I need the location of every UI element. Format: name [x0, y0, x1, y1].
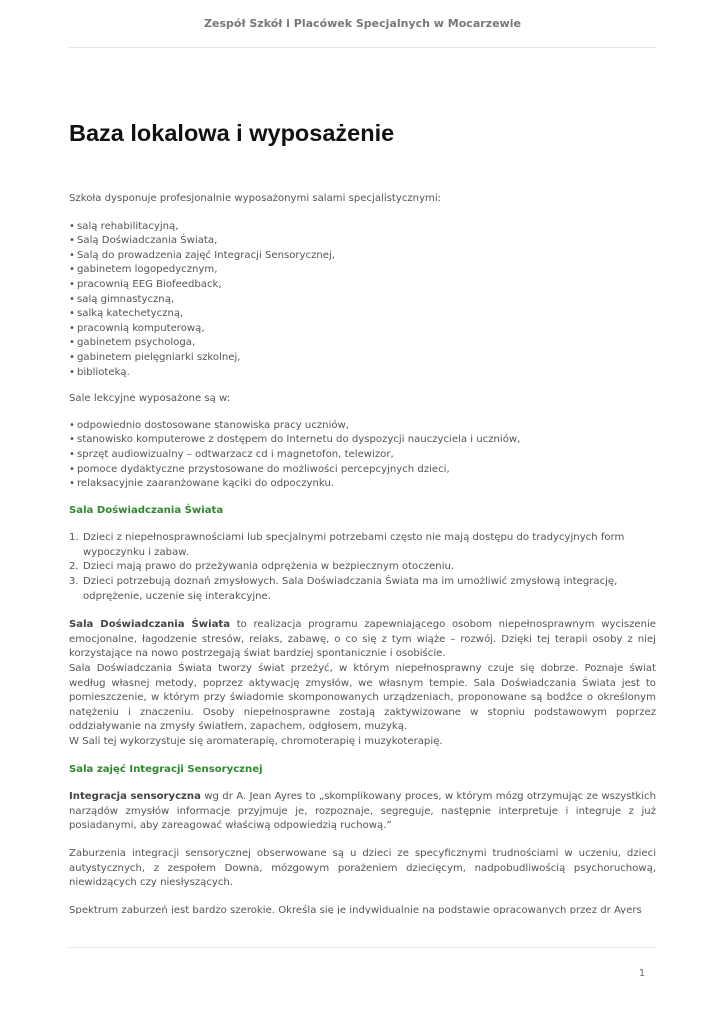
item-number: 1. — [69, 532, 79, 544]
list-item: • relaksacyjnie zaaranżowane kąciki do odpoczynku. — [69, 477, 656, 492]
list-item — [69, 560, 656, 575]
list-item: • salą gimnastyczną, — [69, 293, 656, 308]
sds-paragraph-2: Sala Doświadczania Świata tworzy świat przeżyć, w którym niepełnosprawny czuje się dobrze. Poznaje świat według własnej metody, poprzez aktywację zmysłów, we własnym tempie. Sala Doświadczania Świata jest to pomieszczenie, w którym przy świadomie skomponowanych urządzeniach, proponowane są bodźce o określonym natężeniu i znaczeniu. Osoby niepełnosprawne zostają zaktywizowane w stopniu podstawowym poprzez oddziaływanie na zmysły światłem, zapachem, odgłosem, muzyką. — [69, 663, 656, 733]
sds-points-list — [69, 531, 656, 604]
list-item — [69, 575, 656, 604]
list-item: • salką katechetyczną, — [69, 307, 656, 322]
si-description — [69, 790, 656, 914]
item-text: Dzieci mają prawo do przeżywania odprężenia w bezpiecznym otoczeniu. — [83, 561, 455, 573]
item-number: 2. — [69, 561, 79, 573]
si-paragraph-2: Zaburzenia integracji sensorycznej obserwowane są u dzieci ze specyficznymi trudnościami w uczeniu, dzieci autystycznych, z zespołem Downa, mózgowym porażeniem dziecięcym, nadpobudliwością psychoruchową, niewidzących czy niesłyszących. — [69, 847, 656, 889]
si-paragraph — [69, 790, 656, 834]
si-bold-term: Integracja sensoryczna — [69, 791, 201, 803]
page-title: Baza lokalowa i wyposażenie — [69, 120, 395, 146]
list-item: • biblioteką. — [69, 366, 656, 381]
list-item: • Salą do prowadzenia zajęć Integracji Sensorycznej, — [69, 249, 656, 264]
item-number: 3. — [69, 576, 79, 588]
sds-paragraph — [69, 618, 656, 662]
sds-heading: Sala Doświadczania Świata — [69, 504, 224, 516]
list-item: • gabinetem psychologa, — [69, 336, 656, 351]
site-header — [69, 0, 656, 48]
list-item: • pracownią EEG Biofeedback, — [69, 278, 656, 293]
list-item: • stanowisko komputerowe z dostępem do Internetu do dyspozycji nauczyciela i uczniów, — [69, 433, 656, 448]
si-heading: Sala zajęć Integracji Sensorycznej — [69, 763, 263, 775]
site-title: Zespół Szkół i Placówek Specjalnych w Mocarzewie — [204, 17, 521, 30]
list-item — [69, 531, 656, 560]
sds-paragraph-text: to realizacja programu zapewniającego osobom niepełnosprawnym wyciszenie emocjonalne, łagodzenie stresów, relaks, zabawę, o co się z tym wiąże – rozwój. Dzięki tej terapii osoby z niej korzystające na nowo postrzegają świat bardziej spontanicznie i osobiście. — [69, 619, 656, 660]
list-item: • pomoce dydaktyczne przystosowane do możliwości percepcyjnych dzieci, — [69, 463, 656, 478]
si-paragraph-3: Spektrum zaburzeń jest bardzo szerokie. Określa się je indywidualnie na podstawie opracowanych przez dr Ayers — [69, 904, 642, 914]
item-text: Dzieci z niepełnosprawnościami lub specjalnymi potrzebami często nie mają dostępu do tradycyjnych form wypoczynku i zabaw. — [83, 532, 625, 558]
article-content — [69, 192, 656, 914]
item-text: Dzieci potrzebują doznań zmysłowych. Sala Doświadczania Świata ma im umożliwić zmysłową integrację, odprężenie, uczenie się interakcyjne. — [83, 576, 618, 602]
list-item: • salą rehabilitacyjną, — [69, 220, 656, 235]
sds-bold-term: Sala Doświadczania Świata — [69, 619, 231, 631]
list-item: • gabinetem pielęgniarki szkolnej, — [69, 351, 656, 366]
sds-paragraph-3: W Sali tej wykorzystuje się aromaterapię, chromoterapię i muzykoterapię. — [69, 736, 443, 747]
list-item: • sprzęt audiowizualny – odtwarzacz cd i magnetofon, telewizor, — [69, 448, 656, 463]
rooms-list — [69, 220, 656, 381]
list-item: • Salą Doświadczania Świata, — [69, 234, 656, 249]
list-item: • gabinetem logopedycznym, — [69, 263, 656, 278]
list-item: • odpowiednio dostosowane stanowiska pracy uczniów, — [69, 419, 656, 434]
si-paragraph-text: wg dr A. Jean Ayres to „skomplikowany proces, w którym mózg otrzymując ze wszystkich narządów zmysłów informacje przyjmuje je, rozpoznaje, segreguje, następnie interpretuje i integruje z już posiadanymi, aby zareagować właściwą odpowiedzią ruchową.” — [69, 791, 656, 832]
classrooms-intro: Sale lekcyjne wyposażone są w: — [69, 393, 231, 405]
list-item: • pracownią komputerową, — [69, 322, 656, 337]
page-number: 1 — [638, 968, 645, 979]
sds-description — [69, 618, 656, 749]
intro-text: Szkoła dysponuje profesjonalnie wyposażonymi salami specjalistycznymi: — [69, 193, 442, 204]
footer-divider — [69, 947, 656, 948]
classroom-equipment-list — [69, 419, 656, 492]
